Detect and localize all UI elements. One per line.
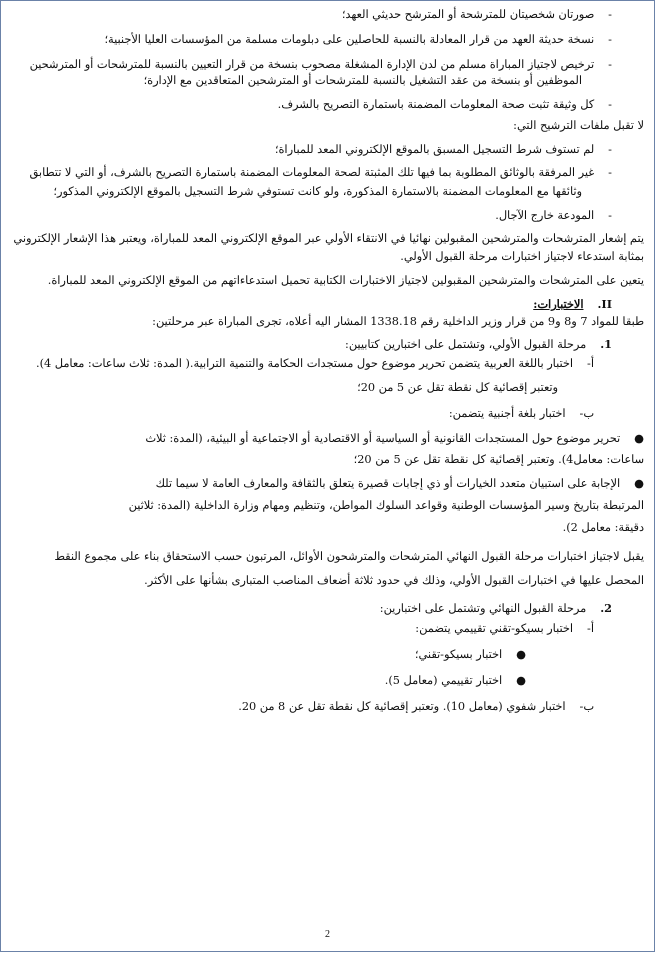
line-text: بمثابة استدعاء لاجتياز اختبارات مرحلة القبول الأولي.	[400, 250, 644, 263]
list-item	[11, 57, 612, 73]
paragraph	[11, 273, 644, 289]
bullet-item-continuation	[11, 498, 644, 514]
sub-item-continuation	[11, 380, 558, 396]
sub-item-marker: ب-	[579, 700, 594, 713]
list-item-continuation	[11, 73, 582, 89]
item-number: 1.	[600, 337, 612, 351]
bullet-item	[11, 431, 644, 447]
line-text: المرتبطة بتاريخ وسير المؤسسات الوطنية وقواعد السلوك المواطن، وتنظيم ومهام وزارة الداخلية (المدة: ثلاثين	[128, 499, 644, 512]
section-title: الاختبارات:	[533, 297, 584, 311]
paragraph-continuation	[11, 573, 644, 589]
page-number: 2	[325, 929, 330, 940]
numbered-item	[11, 600, 612, 617]
line-text: لم تستوف شرط التسجيل المسبق بالموقع الإلكتروني المعد للمباراة؛	[274, 143, 595, 156]
paragraph	[11, 231, 644, 247]
line-text: غير المرفقة بالوثائق المطلوبة بما فيها تلك المثبتة لصحة المعلومات المضمنة باستمارة التصريح بالشرف، أو التي لا تتطابق	[29, 166, 595, 179]
list-item	[11, 208, 612, 224]
list-marker: -	[608, 166, 612, 179]
item-number: 2.	[600, 601, 612, 615]
line-text: مرحلة القبول الأولي، وتشتمل على اختبارين كتابيين:	[345, 338, 587, 351]
bullet-item	[11, 476, 644, 492]
line-text: اختبار شفوي (معامل 10). وتعتبر إقصائية كل نقطة تقل عن 8 من 20.	[238, 700, 566, 713]
line-text: مرحلة القبول النهائي وتشتمل على اختبارين:	[379, 602, 587, 615]
line-text: وثائقها مع المعلومات المضمنة بالاستمارة المذكورة، ولو كانت تستوفي شرط التسجيل بالموقع الإلكتروني المذكور؛	[53, 185, 582, 198]
line-text: لا تقبل ملفات الترشيح التي:	[513, 119, 644, 132]
list-marker: -	[608, 33, 612, 46]
sub-item	[11, 356, 594, 372]
list-marker: -	[608, 98, 612, 111]
line-text: اختبار بلغة أجنبية يتضمن:	[448, 407, 566, 420]
sub-item-marker: أ-	[587, 622, 594, 635]
bullet-item	[11, 647, 526, 663]
section-number: II.	[597, 297, 612, 311]
line-text: وتعتبر إقصائية كل نقطة تقل عن 5 من 20؛	[357, 381, 558, 394]
list-item	[11, 32, 612, 48]
list-item	[11, 142, 612, 158]
bullet-icon: ●	[516, 648, 526, 661]
paragraph	[11, 549, 644, 565]
line-text: اختبار بسيكو-تقني تقييمي يتضمن:	[415, 622, 574, 635]
line-text: صورتان شخصيتان للمترشحة أو المترشح حديثي العهد؛	[341, 8, 595, 21]
line-text: نسخة حديثة العهد من قرار المعادلة بالنسبة للحاصلين على دبلومات مسلمة من المؤسسات العليا الأجنبية؛	[104, 33, 595, 46]
list-marker: -	[608, 209, 612, 222]
line-text: يقبل لاجتياز اختبارات مرحلة القبول النهائي المترشحات والمترشحون الأوائل، المرتبون حسب الاستحقاق بناء على مجموع النقط	[54, 550, 644, 563]
list-item-continuation	[11, 184, 582, 200]
line-text: المحصل عليها في اختبارات القبول الأولي، وذلك في حدود ثلاثة أضعاف المناصب المتبارى بشأنها على الأكثر.	[144, 574, 644, 587]
list-item	[11, 97, 612, 113]
section-heading	[11, 296, 612, 312]
line-text: يتعين على المترشحات والمترشحين المقبولين لاجتياز الاختبارات الكتابية تحميل استدعاءاتهم من الموقع الإلكتروني المعد للمباراة.	[47, 274, 644, 287]
line-text: اختبار بسيكو-تقني؛	[414, 648, 503, 661]
list-marker: -	[608, 8, 612, 21]
line-text: اختبار باللغة العربية يتضمن تحرير موضوع حول مستجدات الحكامة والتنمية الترابية.( المدة: ثلاث ساعات: معامل 4).	[36, 357, 574, 370]
list-marker: -	[608, 58, 612, 71]
bullet-item	[11, 673, 526, 689]
line-text: كل وثيقة تثبت صحة المعلومات المضمنة باستمارة التصريح بالشرف.	[277, 98, 595, 111]
line-text: دقيقة: معامل 2).	[562, 521, 644, 534]
sub-item	[11, 621, 594, 637]
sub-item	[11, 406, 594, 422]
paragraph	[11, 314, 644, 330]
bullet-item-continuation	[11, 520, 644, 536]
bullet-icon: ●	[634, 477, 644, 490]
line-text: الموظفين أو بنسخة من عقد التشغيل بالنسبة للمترشحات أو المترشحين المتعاقدين مع الإدارة؛	[143, 74, 582, 87]
line-text: ساعات: معامل4). وتعتبر إقصائية كل نقطة تقل عن 5 من 20؛	[353, 453, 644, 466]
line-text: الإجابة على استبيان متعدد الخيارات أو ذي إجابات قصيرة يتعلق بالثقافة والمعارف العامة لا سيما تلك	[155, 477, 621, 490]
bullet-icon: ●	[516, 674, 526, 687]
paragraph-continuation	[11, 249, 644, 265]
sub-item	[11, 699, 594, 715]
paragraph	[11, 118, 644, 134]
bullet-icon: ●	[634, 432, 644, 445]
numbered-item	[11, 336, 612, 353]
line-text: المودعة خارج الآجال.	[495, 209, 595, 222]
list-item	[11, 7, 612, 23]
line-text: طبقا للمواد 7 و8 و9 من قرار وزير الداخلية رقم 1338.18 المشار اليه أعلاه، تجرى المباراة عبر مرحلتين:	[152, 315, 644, 328]
list-item	[11, 165, 612, 181]
line-text: يتم إشعار المترشحات والمترشحين المقبولين نهائيا في الانتقاء الأولي عبر الموقع الإلكتروني المعد للمباراة، ويعتبر هذا الإشعار الإلكتروني	[13, 232, 644, 245]
sub-item-marker: أ-	[587, 357, 594, 370]
line-text: تحرير موضوع حول المستجدات القانونية أو السياسية أو الاقتصادية أو الاجتماعية أو البيئية، (المدة: ثلاث	[145, 432, 621, 445]
line-text: اختبار تقييمي (معامل 5).	[384, 674, 503, 687]
list-marker: -	[608, 143, 612, 156]
bullet-item-continuation	[11, 452, 644, 468]
line-text: ترخيص لاجتياز المباراة مسلم من لدن الإدارة المشغلة مصحوب بنسخة من قرار التعيين بالنسبة للمترشحات أو المترشحين	[29, 58, 595, 71]
sub-item-marker: ب-	[579, 407, 594, 420]
